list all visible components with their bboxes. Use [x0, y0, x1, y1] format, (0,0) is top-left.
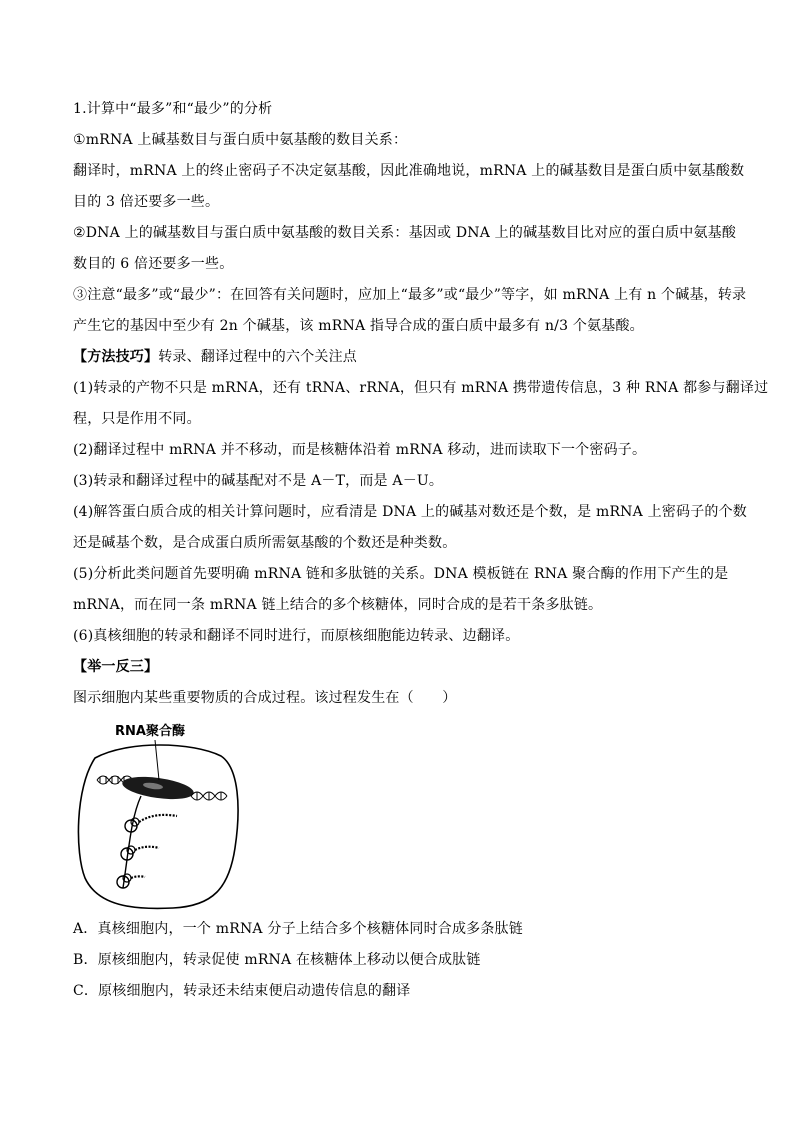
- label-pointer: [155, 740, 159, 780]
- answer-options: [73, 914, 723, 1007]
- note-5-line1: (5)分析此类问题首先要明确 mRNA 链和多肽链的关系。DNA 模板链在 RNA 聚合酶的作用下产生的是: [73, 566, 729, 582]
- method-heading: [73, 342, 723, 373]
- point3-line1: ③注意“最多”或“最少”：在回答有关问题时，应加上“最多”或“最少”等字，如 mRNA 上有 n 个碱基，转录: [73, 287, 747, 303]
- example-heading: 【举一反三】: [73, 659, 159, 675]
- rna-polymerase-label: RNA聚合酶: [115, 724, 185, 739]
- note-6: (6)真核细胞的转录和翻译不同时进行，而原核细胞能边转录、边翻译。: [73, 628, 520, 644]
- point1-line2: 目的 3 倍还要多一些。: [73, 194, 220, 210]
- question-text: 图示细胞内某些重要物质的合成过程。该过程发生在（ ）: [73, 690, 457, 706]
- point1-heading: ①mRNA 上碱基数目与蛋白质中氨基酸的数目关系：: [73, 132, 408, 148]
- option-a[interactable]: A．真核细胞内，一个 mRNA 分子上结合多个核糖体同时合成多条肽链: [73, 921, 523, 937]
- document-page: [73, 94, 769, 1007]
- section-title: 1.计算中“最多”和“最少”的分析: [73, 101, 273, 117]
- method-label: 【方法技巧】: [73, 349, 159, 365]
- option-b[interactable]: B．原核细胞内，转录促使 mRNA 在核糖体上移动以便合成肽链: [73, 952, 481, 968]
- point1-line1: 翻译时，mRNA 上的终止密码子不决定氨基酸，因此准确地说，mRNA 上的碱基数目是蛋白质中氨基酸数: [73, 163, 745, 179]
- note-1-line1: (1)转录的产物不只是 mRNA，还有 tRNA、rRNA，但只有 mRNA 携带遗传信息，3 种 RNA 都参与翻译过: [73, 380, 769, 396]
- point3-line2: 产生它的基因中至少有 2n 个碱基，该 mRNA 指导合成的蛋白质中最多有 n/3 个氨基酸。: [73, 318, 644, 334]
- method-title: 转录、翻译过程中的六个关注点: [158, 349, 358, 365]
- option-c[interactable]: C．原核细胞内，转录还未结束便启动遗传信息的翻译: [73, 983, 411, 999]
- transcription-translation-illustration: [73, 738, 243, 910]
- dna-helix-right: [191, 792, 227, 800]
- note-4-line2: 还是碱基个数，是合成蛋白质所需氨基酸的个数还是种类数。: [73, 535, 457, 551]
- note-5-line2: mRNA，而在同一条 mRNA 链上结合的多个核糖体，同时合成的是若干条多肽链。: [73, 597, 603, 613]
- note-1-line2: 程，只是作用不同。: [73, 411, 201, 427]
- point2-line1: ②DNA 上的碱基数目与蛋白质中氨基酸的数目关系：基因或 DNA 上的碱基数目比对应的蛋白质中氨基酸: [73, 225, 737, 241]
- note-2: (2)翻译过程中 mRNA 并不移动，而是核糖体沿着 mRNA 移动，进而读取下一个密码子。: [73, 442, 647, 458]
- note-4-line1: (4)解答蛋白质合成的相关计算问题时，应看清是 DNA 上的碱基对数还是个数，是 mRNA 上密码子的个数: [73, 504, 747, 520]
- point2-line2: 数目的 6 倍还要多一些。: [73, 256, 234, 272]
- note-3: (3)转录和翻译过程中的碱基配对不是 A－T，而是 A－U。: [73, 473, 444, 489]
- cell-diagram: [73, 720, 243, 910]
- ribosome-3: [117, 874, 145, 888]
